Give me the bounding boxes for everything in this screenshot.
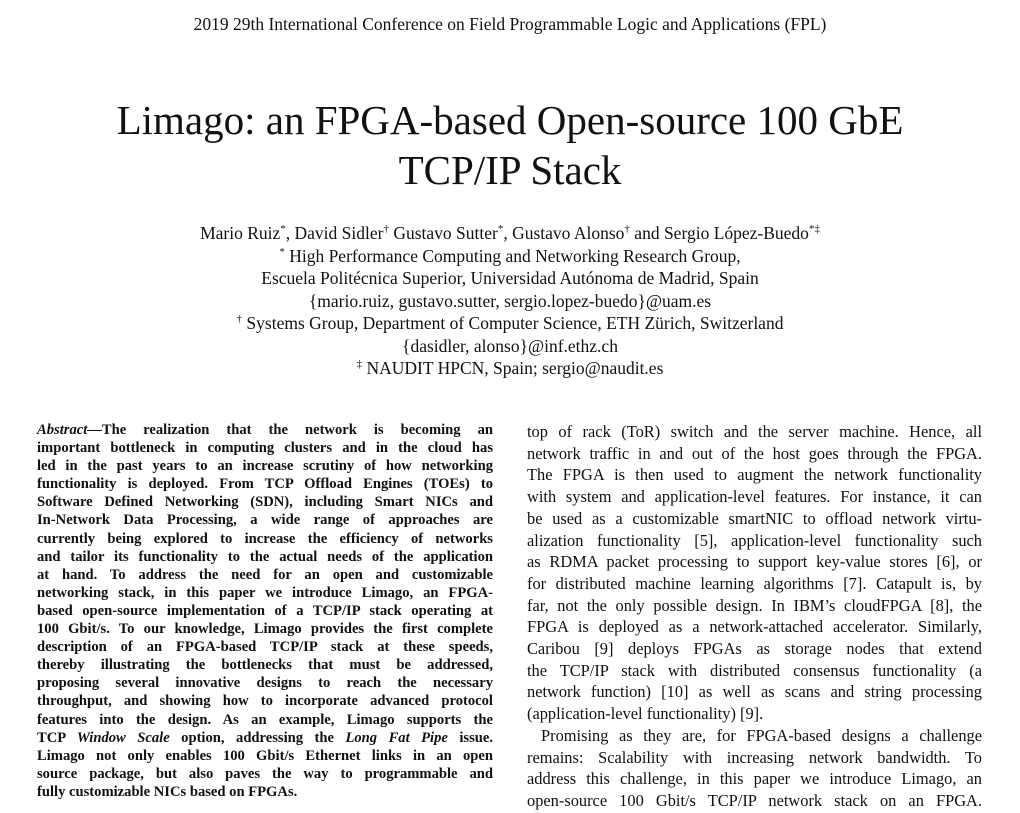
body-line: be used as a customizable smartNIC to offload network virtu- [527, 508, 982, 528]
body-line: the TCP/IP stack with distributed consensus functionality (a [527, 660, 982, 680]
affiliation-mark: ‡ [356, 358, 363, 371]
affiliation-eth-emails: {dasidler, alonso}@inf.ethz.ch [402, 335, 618, 356]
body-line: alization functionality [5], application-level functionality such [527, 530, 982, 550]
author-name: Gustavo Sutter [388, 223, 498, 243]
affiliation-uam-address: Escuela Politécnica Superior, Universidad Autónoma de Madrid, Spain [261, 268, 759, 288]
abstract-line: led in the past years to an increase scrutiny of how networking [37, 458, 493, 475]
abstract-text: option, addressing the [169, 729, 346, 746]
author-name: , Gustavo Alonso [503, 223, 625, 243]
author-name: Mario Ruiz [200, 223, 281, 243]
abstract-line: currently being explored to increase the efficiency of networks [37, 530, 493, 547]
body-line: for distributed machine learning algorithms [7]. Catapult is, by [527, 573, 982, 593]
abstract [37, 421, 493, 801]
abstract-line: Software Defined Networking (SDN), including Smart NICs and [37, 494, 493, 511]
paragraph [527, 725, 982, 812]
abstract-line: proposing several innovative designs to reach the necessary [37, 675, 493, 692]
abstract-label: Abstract [37, 422, 88, 438]
body-line: Promising as they are, for FPGA-based designs a challenge [541, 725, 982, 745]
affiliation-uam-emails: {mario.ruiz, gustavo.sutter, sergio.lopez-buedo}@uam.es [308, 290, 712, 311]
body-line: The FPGA is then used to augment the network functionality [527, 465, 982, 485]
abstract-text: The realization that the network is becoming an [101, 422, 493, 438]
body-line: Caribou [9] deploys FPGAs as storage nodes that extend [527, 639, 982, 659]
body-line: address this challenge, in this paper we introduce Limago, an [527, 769, 982, 789]
paper-title-line-1: Limago: an FPGA-based Open-source 100 GbE [116, 97, 904, 143]
affiliation-mark: *‡ [808, 223, 820, 236]
abstract-line: thereby illustrating the bottlenecks that must be addressed, [37, 657, 493, 674]
affiliation-mark: * [497, 223, 504, 236]
author-list [40, 222, 980, 245]
abstract-line: description of an FPGA-based TCP/IP stack at these speeds, [37, 639, 493, 656]
abstract-line: In-Network Data Processing, a wide range of approaches are [37, 512, 493, 529]
affiliation-text: High Performance Computing and Networking Research Group, [284, 245, 741, 266]
body-line: as RDMA packet processing to support key-value stores [6], or [527, 552, 982, 572]
affiliation-naudit [40, 357, 980, 380]
affiliation-uam [40, 245, 980, 268]
author-block [40, 222, 980, 380]
abstract-line: features into the design. As an example, Limago supports the [37, 711, 493, 728]
abstract-line: 100 Gbit/s. To our knowledge, Limago provides the first complete [37, 621, 493, 638]
body-line: network traffic in and out of the host goes through the FPGA. [527, 443, 982, 463]
abstract-emphasis: Long Fat Pipe [345, 729, 448, 746]
body-line: FPGA is deployed as a network-attached accelerator. Similarly, [527, 617, 982, 637]
abstract-line: networking stack, in this paper we introduce Limago, an FPGA- [37, 584, 493, 601]
paragraph [527, 421, 982, 725]
author-name: and Sergio López-Buedo [629, 223, 809, 243]
affiliation-text: NAUDIT HPCN, Spain; sergio@naudit.es [362, 358, 664, 378]
body-line: remains: Scalability with increasing network bandwidth. To [527, 747, 982, 767]
body-text-right [527, 421, 982, 812]
body-line: far, not the only possible design. In IBM’s cloudFPGA [8], the [527, 595, 982, 615]
abstract-line [37, 729, 493, 747]
abstract-line: based open-source implementation of a TCP/IP stack operating at [37, 602, 493, 619]
author-name: , David Sidler [285, 223, 384, 243]
body-line: with system and application-level features. For instance, it can [527, 487, 982, 507]
affiliation-mark: * [279, 245, 285, 258]
abstract-emphasis: Window Scale [76, 729, 170, 746]
conference-header: 2019 29th International Conference on Field Programmable Logic and Applications (FPL) [193, 14, 827, 34]
abstract-line: Limago not only enables 100 Gbit/s Ethernet links in an open [37, 747, 493, 764]
paper-title-line-2: TCP/IP Stack [398, 147, 622, 193]
abstract-line: important bottleneck in computing clusters and in the cloud has [37, 440, 493, 457]
body-line: open-source 100 Gbit/s TCP/IP network stack on an FPGA. [527, 790, 982, 810]
abstract-dash: — [87, 422, 102, 438]
abstract-line: source package, but also paves the way to programmable and [37, 765, 493, 782]
abstract-line [37, 421, 493, 439]
body-line: (application-level functionality) [9]. [527, 704, 764, 724]
affiliation-mark: † [383, 223, 389, 236]
affiliation-text: Systems Group, Department of Computer Science, ETH Zürich, Switzerland [242, 313, 784, 333]
affiliation-mark: * [280, 223, 286, 236]
affiliation-mark: † [236, 313, 243, 326]
body-line: network function) [10] as well as scans and string processing [527, 682, 982, 702]
body-line: top of rack (ToR) switch and the server machine. Hence, all [527, 422, 982, 441]
abstract-line: and tailor its functionality to the actual needs of the application [37, 548, 493, 565]
paper-title [40, 95, 980, 195]
affiliation-eth [40, 312, 980, 335]
affiliation-mark: † [624, 223, 630, 236]
abstract-line: at hand. To address the need for an open and customizable [37, 566, 493, 583]
abstract-text: TCP [37, 729, 77, 746]
abstract-line: throughput, and showing how to incorporate advanced protocol [37, 693, 493, 710]
abstract-line: functionality is deployed. From TCP Offload Engines (TOEs) to [37, 476, 493, 493]
abstract-line: fully customizable NICs based on FPGAs. [37, 783, 298, 800]
abstract-text: issue. [447, 729, 494, 746]
